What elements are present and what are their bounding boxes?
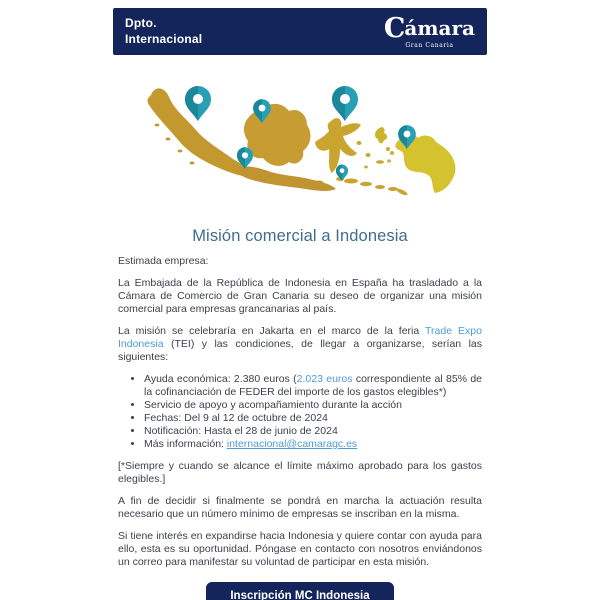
islet [387, 159, 391, 162]
islet [360, 182, 372, 186]
paragraph-minimum: A fin de decidir si finalmente se pondrá en marcha la actuación resulta necesario que un número mínimo de empresas se inscriban en la misma. [118, 495, 482, 520]
island-sulawesi [315, 118, 361, 173]
map-pin-icon [332, 86, 358, 121]
camara-logo-initial: C [383, 12, 406, 44]
islet [388, 187, 398, 191]
list-item-dates: • Fechas: Del 9 al 12 de octubre de 2024 [144, 412, 482, 425]
paragraph-fair-suffix: (TEI) y las condiciones, de llegar a organizarse, serían las siguientes: [118, 338, 482, 363]
footnote: [*Siempre y cuando se alcance el límite máximo aprobado para los gastos elegibles.] [118, 460, 482, 485]
email-page [113, 0, 487, 600]
email-body [113, 255, 487, 569]
island-kalimantan [244, 104, 311, 166]
map-pin-icon [185, 86, 211, 121]
islet [155, 124, 160, 127]
more-info-label: Más información: [144, 438, 227, 450]
camara-logo-subtitle: Gran Canaria [405, 41, 454, 49]
islet [364, 166, 368, 169]
islet [344, 179, 358, 184]
island-halmahera [375, 127, 387, 143]
camara-logo-rest: ámara [404, 15, 475, 40]
islet [390, 151, 394, 155]
greeting: Estimada empresa: [118, 255, 209, 267]
islet [190, 162, 195, 165]
islet [166, 138, 171, 141]
inscription-button[interactable]: Inscripción MC Indonesia [206, 582, 393, 600]
islet [357, 141, 362, 145]
email-link[interactable]: internacional@camaragc.es [226, 438, 358, 450]
page-title: Misión comercial a Indonesia [192, 227, 408, 245]
list-item-aid [144, 373, 482, 399]
islet [396, 188, 409, 197]
paragraph-embassy: La Embajada de la República de Indonesia en España ha trasladado a la Cámara de Comercio de Gran Canaria su deseo de organizar una misión comercial para empresas grancanarias al país. [118, 277, 482, 315]
islet [315, 181, 323, 184]
dept-line2: Internacional [125, 31, 203, 46]
paragraph-fair-prefix: La misión se celebraría en Jakarta en el marco de la feria [118, 325, 426, 337]
indonesia-map [135, 79, 465, 205]
department-title [125, 16, 202, 47]
islet [376, 160, 384, 164]
list-item-notification: • Notificación: Hasta el 28 de junio de 2024 [144, 425, 482, 438]
indonesia-map-svg [135, 79, 465, 205]
list-item-more-info [144, 438, 482, 451]
cofunding-amount-link[interactable]: 2.023 euros [296, 373, 353, 385]
island-java [235, 166, 336, 191]
islet [386, 147, 390, 151]
list-item-support: • Servicio de apoyo y acompañamiento durante la acción [144, 399, 482, 412]
camara-logo-wordmark [383, 12, 475, 44]
camara-logo [383, 12, 475, 49]
paragraph-interest: Si tiene interés en expandirse hacia Indonesia y quiere contar con ayuda para ello, esta es su oportunidad. Póngase en contacto con nosotros enviándonos un correo para manifestar su voluntad de participar en esta misión. [118, 530, 482, 568]
paragraph-fair [118, 325, 482, 364]
trade-expo-link[interactable]: Trade Expo Indonesia [118, 325, 482, 350]
aid-prefix: Ayuda económica: 2.380 euros ( [144, 373, 297, 385]
islet [178, 150, 183, 153]
conditions-list [118, 373, 482, 451]
header-bar [113, 8, 487, 55]
dept-line1: Dpto. [125, 15, 157, 30]
islet [366, 153, 371, 157]
cta-row [113, 582, 487, 600]
islet [375, 185, 385, 189]
aid-suffix: correspondiente al 85% de la cofinanciación de FEDER del importe de los gastos elegibles*) [144, 373, 482, 398]
